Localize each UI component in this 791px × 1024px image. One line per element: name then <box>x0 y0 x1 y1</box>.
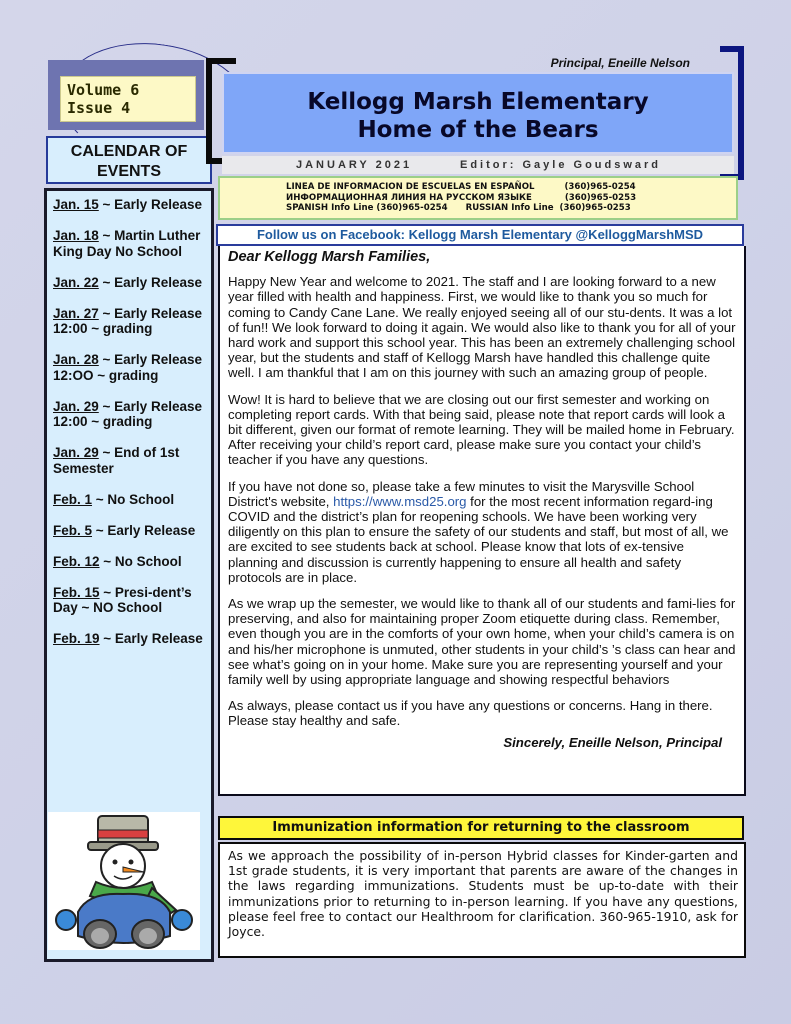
title-line1: Kellogg Marsh Elementary <box>307 89 649 115</box>
immunization-heading: Immunization information for returning to the classroom <box>218 816 744 840</box>
immunization-body: As we approach the possibility of in-person Hybrid classes for Kinder-garten and 1st grade students, it is very important that parents are aware of the changes in the laws regarding immunizations. Students must be up-to-date with their immunizations prior to returning to in-person learning. If you have any questions, please feel free to contact our Healthroom for clarification. 360-965-1910, ask for Joyce. <box>218 842 746 958</box>
event-text: ~ Early Release <box>98 197 202 212</box>
calendar-event <box>53 445 205 476</box>
info-line-spanish: LINEA DE INFORMACION DE ESCUELAS EN ESPAÑOL (360)965-0254 <box>286 182 636 192</box>
letter-paragraph: Happy New Year and welcome to 2021. The staff and I are looking forward to a new year filled with health and happiness. First, we would like to thank you so much for coming to Candy Cane Lane. We really enjoyed seeing all of our stu-dents. It was a lot of fun!! We look forward to doing it again. We would also like to thank you for all of your hard work and support this school year. This has been an extremely challenging school year, but the students and staff of Kellogg Marsh have handled this challenge quite well. I am thankful that I am on this journey with such an amazing group of people. <box>228 274 736 381</box>
calendar-heading-line2: EVENTS <box>96 163 161 180</box>
facebook-banner: Follow us on Facebook: Kellogg Marsh Elementary @KelloggMarshMSD <box>216 224 744 246</box>
calendar-event <box>53 631 205 647</box>
event-date: Feb. 5 <box>53 522 93 538</box>
calendar-heading <box>46 136 212 184</box>
calendar-event <box>53 523 205 539</box>
district-website-link[interactable]: https://www.msd25.org <box>333 493 467 509</box>
volume-label: Volume 6 <box>67 81 140 99</box>
snowman-icon <box>48 812 200 950</box>
event-text: ~ Early Release <box>98 274 202 290</box>
calendar-event <box>53 352 205 383</box>
event-date: Feb. 12 <box>53 553 100 569</box>
event-text: ~ No School <box>92 491 175 507</box>
event-date: Jan. 29 <box>53 398 99 414</box>
event-date: Feb. 1 <box>53 491 93 507</box>
issue-label: Issue 4 <box>67 99 131 117</box>
event-text: ~ Early Release 12:00 ~ grading <box>53 305 202 336</box>
principal-letter <box>218 246 746 796</box>
snowman-image <box>48 812 200 950</box>
dateline <box>222 156 734 174</box>
calendar-event <box>53 492 205 508</box>
letter-text: for the most recent information regard-ing COVID and the district’s plan for reopening schools. We have been working very diligently on this plan to ensure the safety of our students and staff, but most of all, we are excited to see students back at school. Please know that lots of ex-tensive planning and discussion is currently happening to ensure all health and safety protocols are in place. <box>228 493 729 585</box>
letter-text: If you have not done so, please take a few minutes to visit the Marysville School District's website, <box>228 478 695 509</box>
letter-greeting: Dear Kellogg Marsh Families, <box>228 249 431 265</box>
letter-paragraph: Wow! It is hard to believe that we are closing out our first semester and working on completing report cards. With that being said, please note that report cards will look a bit different, given our format of remote learning. They will be mailed home in February. After receiving your child’s report card, please make sure you contact your child’s teacher if you have any questions. <box>228 391 735 468</box>
event-date: Jan. 27 <box>53 305 99 321</box>
event-date: Feb. 19 <box>53 631 100 646</box>
calendar-heading-line1: CALENDAR OF <box>70 143 188 160</box>
calendar-event <box>53 306 205 337</box>
event-date: Jan. 22 <box>53 274 99 290</box>
calendar-event <box>53 585 205 616</box>
event-text: ~ Early Release <box>99 631 203 646</box>
event-text: ~ Early Release 12:OO ~ grading <box>53 352 202 383</box>
event-text: ~ Early Release 12:00 ~ grading <box>53 398 202 429</box>
editor-name: Editor: Gayle Goudsward <box>460 159 662 171</box>
info-lines-box <box>218 176 738 220</box>
issue-date: JANUARY 2021 <box>296 159 413 171</box>
event-text: ~ Presi-dent’s Day ~ NO School <box>53 584 192 615</box>
calendar-event <box>53 275 205 291</box>
letter-signature: Sincerely, Eneille Nelson, Principal <box>503 734 722 750</box>
calendar-event <box>53 399 205 430</box>
event-text: ~ Martin Luther King Day No School <box>53 228 201 259</box>
event-date: Feb. 15 <box>53 584 100 600</box>
volume-issue-box <box>60 76 196 122</box>
event-text: ~ No School <box>99 553 182 569</box>
newsletter-title <box>222 72 734 154</box>
event-date: Jan. 28 <box>53 352 99 367</box>
event-date: Jan. 18 <box>53 228 99 243</box>
principal-name: Principal, Eneille Nelson <box>550 56 690 70</box>
calendar-event <box>53 197 205 213</box>
event-date: Jan. 15 <box>53 197 99 212</box>
title-line2: Home of the Bears <box>357 117 599 143</box>
event-text: ~ End of 1st Semester <box>53 445 180 476</box>
event-date: Jan. 29 <box>53 445 99 460</box>
letter-paragraph <box>228 479 736 585</box>
letter-paragraph: As we wrap up the semester, we would like to thank all of our students and fami-lies for preserving, and also for maintaining proper Zoom etiquette during class. Remember, even though you are in the comforts of your own home, when your child’s camera is on and his/her microphone is unmuted, other students in your child’s ’s class can hear and see what’s going on in your home. Make sure you are representing yourself and your family well by using appropriate language and showing respectful behaviors <box>228 596 736 688</box>
event-text: ~ Early Release <box>92 522 196 538</box>
letter-paragraph: As always, please contact us if you have any questions or concerns. Hang in there. Please stay healthy and safe. <box>228 698 713 729</box>
calendar-event <box>53 228 205 259</box>
info-line-russian: ИНФОРМАЦИОННАЯ ЛИНИЯ НА РУССКОМ ЯЗЫКЕ (360)965-0253 <box>286 192 637 203</box>
info-line-both: SPANISH Info Line (360)965-0254 RUSSIAN Info Line (360)965-0253 <box>286 203 631 213</box>
calendar-event <box>53 554 205 570</box>
